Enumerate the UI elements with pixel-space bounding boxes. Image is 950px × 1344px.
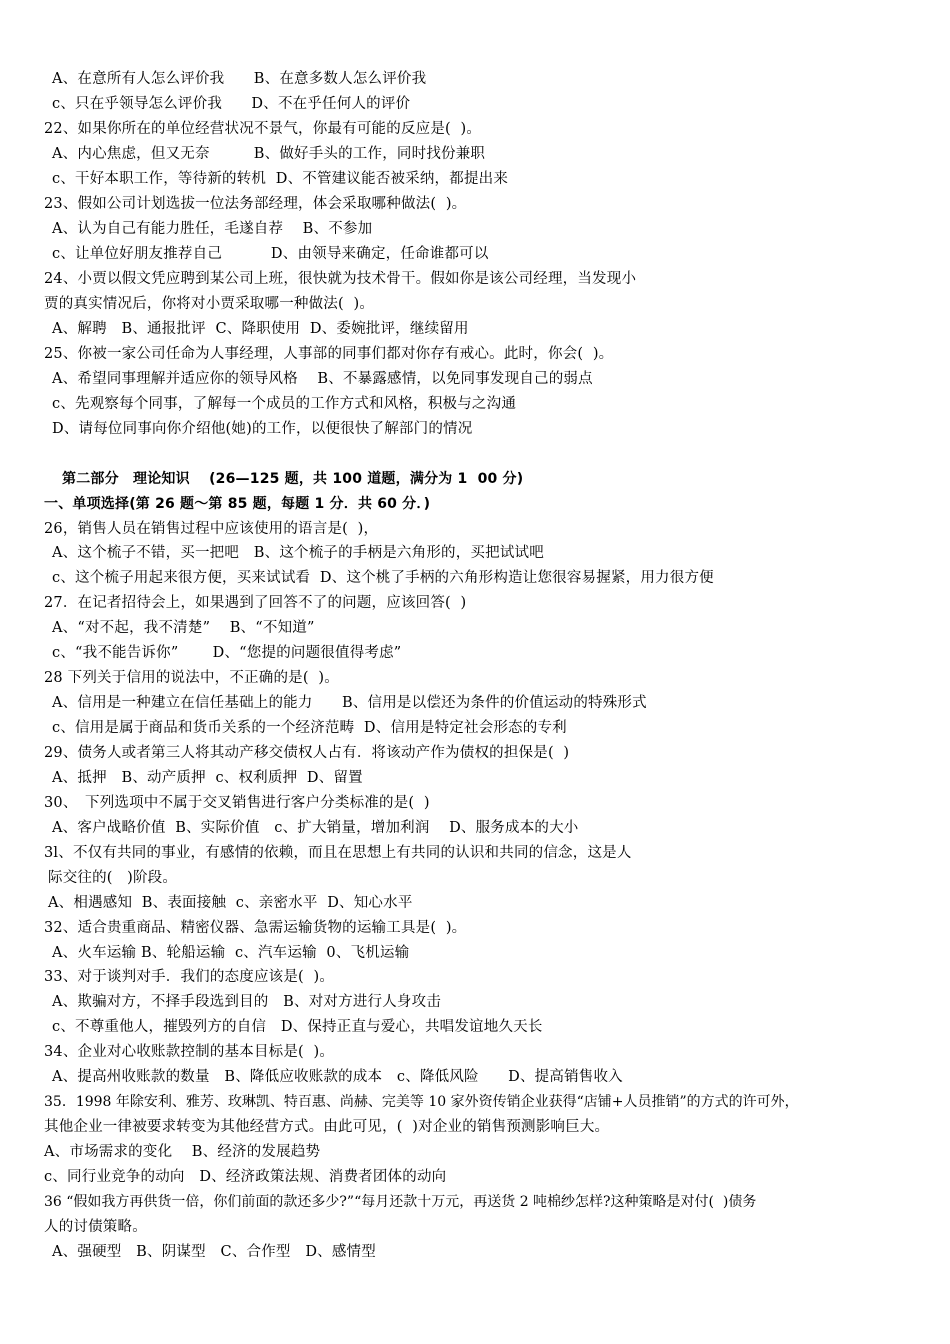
q26-options-ab: A、这个梳子不错，买一把吧 B、这个梳子的手柄是六角形的，买把试试吧 (52, 545, 544, 561)
q34-question: 34、企业对心收账款控制的基本目标是( )。 (44, 1044, 335, 1060)
q31-question: 3l、不仅有共同的事业，有感情的依赖，而且在思想上有共同的认识和共同的信念，这是人 (44, 845, 632, 861)
q35-options-ab: A、市场需求的变化 B、经济的发展趋势 (44, 1144, 321, 1160)
q36-question: 36 “假如我方再供货一倍，你们前面的款还多少?”“每月还款十万元，再送货 2 吨棉纱怎样?这种策略是对付( )债务 (44, 1194, 757, 1210)
q30-question: 30、 下列选项中不属于交叉销售进行客户分类标准的是( ) (44, 795, 430, 811)
q27-options-cd: c、“我不能告诉你” D、“您提的问题很值得考虑” (52, 645, 402, 661)
q31-options: A、相遇感知 B、表面接触 c、亲密水平 D、知心水平 (48, 895, 413, 911)
q23-options-ab: A、认为自己有能力胜任，毛遂自荐 B、不参加 (52, 221, 373, 237)
subsection-heading-single-choice: 一、单项选择(第 26 题～第 85 题，每题 1 分．共 60 分．) (44, 496, 431, 512)
q22-question: 22、如果你所在的单位经营状况不景气，你最有可能的反应是( )。 (44, 121, 482, 137)
q27-options-ab: A、“对不起，我不清楚” B、“不知道” (52, 620, 315, 636)
q24-question-cont: 贾的真实情况后，你将对小贾采取哪一种做法( )。 (44, 296, 375, 312)
q24-options: A、解聘 B、通报批评 C、降职使用 D、委婉批评，继续留用 (52, 321, 469, 337)
q30-options: A、客户战略价值 B、实际价值 c、扩大销量，增加利润 D、服务成本的大小 (52, 820, 579, 836)
q28-question: 28 下列关于信用的说法中，不正确的是( )。 (44, 670, 339, 686)
q32-question: 32、适合贵重商品、精密仪器、急需运输货物的运输工具是( )。 (44, 920, 467, 936)
q26-options-cd: c、这个梳子用起来很方便，买来试试看 D、这个桃了手柄的六角形构造让您很容易握紧，用力很方便 (52, 570, 714, 586)
q35-options-cd: c、同行业竞争的动向 D、经济政策法规、消费者团体的动向 (44, 1169, 447, 1185)
q33-options-cd: c、不尊重他人，摧毁列方的自信 D、保持正直与爱心，共唱发谊地久天长 (52, 1019, 543, 1035)
q36-question-cont: 人的讨债策略。 (44, 1219, 147, 1235)
q36-options: A、强硬型 B、阴谋型 C、合作型 D、感情型 (52, 1244, 376, 1260)
q22-options-ab: A、内心焦虑，但又无奈 B、做好手头的工作，同时找份兼职 (52, 146, 486, 162)
q25-question: 25、你被一家公司任命为人事经理，人事部的同事们都对你存有戒心。此时，你会( )。 (44, 346, 614, 362)
q33-question: 33、对于谈判对手．我们的态度应该是( )。 (44, 969, 335, 985)
q25-option-c: c、先观察每个同事，了解每一个成员的工作方式和风格，积极与之沟通 (52, 396, 517, 412)
q21-options-cd: c、只在乎领导怎么评价我 D、不在乎任何人的评价 (52, 96, 411, 112)
q25-options-ab: A、希望同事理解并适应你的领导风格 B、不暴露感情，以免同事发现自己的弱点 (52, 371, 593, 387)
q31-question-cont: 际交往的( )阶段。 (48, 870, 178, 886)
q23-options-cd: c、让单位好朋友推荐自己 D、由领导来确定，任命谁都可以 (52, 246, 489, 262)
q32-options: A、火车运输 B、轮船运输 c、汽车运输 0、飞机运输 (52, 945, 410, 961)
q26-question: 26，销售人员在销售过程中应该使用的语言是( )， (44, 521, 379, 537)
q24-question: 24、小贾以假文凭应聘到某公司上班，很快就为技术骨干。假如你是该公司经理，当发现小 (44, 271, 637, 287)
q29-question: 29、债务人或者第三人将其动产移交债权人占有．将该动产作为债权的担保是( ) (44, 745, 570, 761)
q28-options-ab: A、信用是一种建立在信任基础上的能力 B、信用是以偿还为条件的价值运动的特殊形式 (52, 695, 647, 711)
q23-question: 23、假如公司计划选拔一位法务部经理，体会采取哪种做法( )。 (44, 196, 467, 212)
q22-options-cd: c、干好本职工作，等待新的转机 D、不管建议能否被采纳，都提出来 (52, 171, 509, 187)
q35-question: 35．1998 年除安利、雅芳、玫琳凯、特百惠、尚赫、完美等 10 家外资传销企业获得“店铺+人员推销”的方式的许可外， (44, 1094, 799, 1110)
q34-options: A、提高州收账款的数量 B、降低应收账款的成本 c、降低风险 D、提高销售收入 (52, 1069, 623, 1085)
q25-option-d: D、请每位同事向你介绍他(她)的工作，以便很快了解部门的情况 (52, 421, 473, 437)
q29-options: A、抵押 B、动产质押 c、权利质押 D、留置 (52, 770, 363, 786)
q35-question-cont: 其他企业一律被要求转变为其他经营方式。由此可见，( )对企业的销售预测影响巨大。 (44, 1119, 610, 1135)
q21-options-ab: A、在意所有人怎么评价我 B、在意多数人怎么评价我 (52, 71, 427, 87)
q27-question: 27．在记者招待会上，如果遇到了回答不了的问题，应该回答( ) (44, 595, 467, 611)
q28-options-cd: c、信用是属于商品和货币关系的一个经济范畴 D、信用是特定社会形态的专利 (52, 720, 567, 736)
q33-options-ab: A、欺骗对方，不择手段选到目的 B、对对方进行人身攻击 (52, 994, 442, 1010)
section-heading-part2: 第二部分 理论知识 (26—125 题，共 100 道题，满分为 1 00 分) (62, 471, 524, 487)
